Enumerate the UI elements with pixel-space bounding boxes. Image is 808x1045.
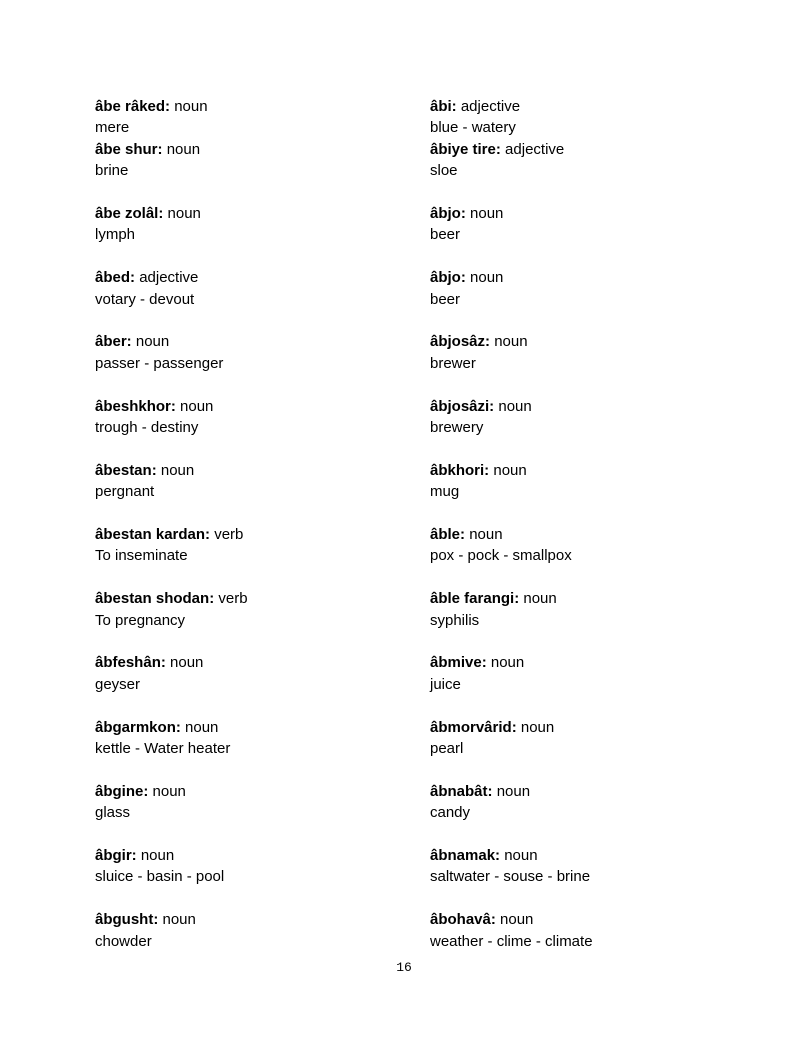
entry-part-of-speech: adjective <box>460 98 521 115</box>
entry-definition: juice <box>430 675 461 693</box>
dictionary-entry <box>95 652 430 695</box>
entry-headword: âbed: <box>95 269 136 287</box>
entry-term-line <box>95 909 430 930</box>
entry-headword: âbestan: <box>95 461 157 479</box>
entry-definition: passer - passenger <box>95 354 224 372</box>
entry-part-of-speech: noun <box>504 847 538 865</box>
entry-part-of-speech: noun <box>494 333 528 351</box>
entry-definition: saltwater - souse - brine <box>430 868 591 886</box>
entry-definition: beer <box>430 290 461 308</box>
entry-definition: glass <box>95 804 131 822</box>
entry-definition: beer <box>430 226 461 244</box>
entry-headword: âbgir: <box>95 847 137 865</box>
entry-term-line <box>95 460 430 481</box>
entry-term-line <box>95 588 430 609</box>
entry-part-of-speech: noun <box>152 782 186 800</box>
entry-term-line <box>430 524 730 545</box>
dictionary-entry <box>430 845 730 888</box>
dictionary-entry <box>95 845 430 888</box>
entry-headword: âbe zolâl: <box>95 205 164 223</box>
entry-definition: pergnant <box>95 483 155 501</box>
dictionary-content <box>95 96 730 973</box>
entry-part-of-speech: noun <box>166 140 201 158</box>
entry-headword: âbjo: <box>430 269 466 287</box>
dictionary-entry <box>95 396 430 439</box>
entry-headword: âbnamak: <box>430 847 501 865</box>
dictionary-entry <box>430 96 730 139</box>
entry-definition: kettle - Water heater <box>95 740 231 758</box>
entry-definition: To pregnancy <box>95 611 186 629</box>
entry-term-line <box>430 781 730 802</box>
dictionary-entry <box>95 267 430 310</box>
entry-term-line <box>430 588 730 609</box>
entry-term-line <box>95 781 430 802</box>
dictionary-entry <box>430 396 730 439</box>
entry-term-line <box>95 717 430 738</box>
entry-part-of-speech: adjective <box>505 140 565 158</box>
entry-headword: âble farangi: <box>430 590 520 608</box>
dictionary-entry <box>430 524 730 567</box>
entry-term-line <box>430 96 730 117</box>
entry-definition: candy <box>430 804 471 822</box>
entry-headword: âbjosâzi: <box>430 397 495 415</box>
entry-term-line <box>430 396 730 417</box>
dictionary-column-left <box>95 96 430 973</box>
entry-part-of-speech: noun <box>170 654 204 672</box>
entry-definition: votary - devout <box>95 290 195 308</box>
page-number: 16 <box>396 960 412 975</box>
entry-headword: âbjosâz: <box>430 333 491 351</box>
entry-headword: âbe râked: <box>95 98 171 115</box>
entry-part-of-speech: noun <box>470 205 504 223</box>
entry-definition: sloe <box>430 162 458 180</box>
dictionary-entry <box>430 909 730 952</box>
entry-headword: âbmive: <box>430 654 487 672</box>
entry-term-line <box>95 524 430 545</box>
entry-part-of-speech: adjective <box>139 269 199 287</box>
entry-definition: sluice - basin - pool <box>95 868 225 886</box>
dictionary-entry <box>95 909 430 952</box>
entry-part-of-speech: verb <box>218 590 248 608</box>
entry-part-of-speech: noun <box>520 718 555 736</box>
entry-term-line <box>430 717 730 738</box>
entry-headword: âbestan shodan: <box>95 590 215 608</box>
entry-part-of-speech: noun <box>500 911 534 929</box>
entry-definition: lymph <box>95 226 136 244</box>
entry-term-line <box>430 331 730 352</box>
dictionary-entry <box>430 588 730 631</box>
entry-part-of-speech: noun <box>496 782 531 800</box>
entry-definition: pearl <box>430 740 464 758</box>
entry-part-of-speech: verb <box>214 526 244 544</box>
entry-headword: âbkhori: <box>430 461 490 479</box>
dictionary-entry <box>430 652 730 695</box>
entry-headword: âbohavâ: <box>430 911 496 929</box>
entry-definition: pox - pock - smallpox <box>430 547 572 565</box>
entry-part-of-speech: noun <box>162 911 196 929</box>
dictionary-entry <box>430 717 730 760</box>
entry-term-line <box>430 460 730 481</box>
dictionary-entry <box>430 267 730 310</box>
entry-term-line <box>95 331 430 352</box>
entry-definition: brewery <box>430 419 484 437</box>
dictionary-entry <box>95 781 430 824</box>
entry-headword: âbestan kardan: <box>95 526 211 544</box>
entry-headword: âbiye tire: <box>430 140 501 158</box>
entry-definition: To inseminate <box>95 547 188 565</box>
entry-term-line <box>430 267 730 288</box>
entry-term-line <box>430 652 730 673</box>
entry-part-of-speech: noun <box>490 654 525 672</box>
entry-headword: âber: <box>95 333 132 351</box>
entry-part-of-speech: noun <box>498 397 532 415</box>
dictionary-entry <box>95 139 430 182</box>
entry-headword: âbi: <box>430 98 457 115</box>
entry-headword: âbgusht: <box>95 911 159 929</box>
dictionary-entry <box>430 139 730 182</box>
entry-definition: mug <box>430 483 460 501</box>
dictionary-entry <box>95 96 430 139</box>
entry-term-line <box>430 909 730 930</box>
entry-term-line <box>430 845 730 866</box>
entry-term-line <box>95 203 430 224</box>
entry-headword: âbfeshân: <box>95 654 166 672</box>
entry-part-of-speech: noun <box>493 461 527 479</box>
entry-definition: brewer <box>430 354 476 372</box>
entry-part-of-speech: noun <box>135 333 170 351</box>
entry-definition: brine <box>95 162 129 180</box>
entry-headword: âbgine: <box>95 782 149 800</box>
entry-term-line <box>95 652 430 673</box>
entry-definition: geyser <box>95 675 141 693</box>
entry-definition: weather - clime - climate <box>430 932 593 950</box>
entry-definition: mere <box>95 119 130 137</box>
entry-part-of-speech: noun <box>140 847 175 865</box>
dictionary-entry <box>95 717 430 760</box>
entry-headword: âbmorvârid: <box>430 718 517 736</box>
entry-definition: blue - watery <box>430 119 516 137</box>
entry-part-of-speech: noun <box>180 397 214 415</box>
dictionary-entry <box>95 588 430 631</box>
entry-definition: syphilis <box>430 611 480 629</box>
entry-part-of-speech: noun <box>167 205 201 223</box>
entry-headword: âble: <box>430 526 466 544</box>
entry-term-line <box>95 267 430 288</box>
dictionary-entry <box>430 331 730 374</box>
dictionary-entry <box>95 524 430 567</box>
entry-definition: trough - destiny <box>95 419 199 437</box>
entry-part-of-speech: noun <box>469 526 503 544</box>
dictionary-entry <box>430 781 730 824</box>
dictionary-column-right <box>430 96 730 973</box>
entry-part-of-speech: noun <box>470 269 504 287</box>
entry-headword: âbjo: <box>430 205 466 223</box>
entry-part-of-speech: noun <box>160 461 195 479</box>
entry-term-line <box>95 845 430 866</box>
entry-headword: âbeshkhor: <box>95 397 176 415</box>
entry-headword: âbe shur: <box>95 140 163 158</box>
dictionary-entry <box>95 331 430 374</box>
entry-term-line <box>95 96 430 117</box>
dictionary-entry <box>430 203 730 246</box>
entry-headword: âbnabât: <box>430 782 493 800</box>
entry-term-line <box>430 203 730 224</box>
dictionary-entry <box>95 203 430 246</box>
entry-part-of-speech: noun <box>174 98 208 115</box>
entry-part-of-speech: noun <box>523 590 557 608</box>
entry-headword: âbgarmkon: <box>95 718 181 736</box>
entry-definition: chowder <box>95 932 152 950</box>
entry-term-line <box>430 139 730 160</box>
entry-term-line <box>95 396 430 417</box>
dictionary-entry <box>430 460 730 503</box>
dictionary-entry <box>95 460 430 503</box>
entry-part-of-speech: noun <box>185 718 219 736</box>
entry-term-line <box>95 139 430 160</box>
